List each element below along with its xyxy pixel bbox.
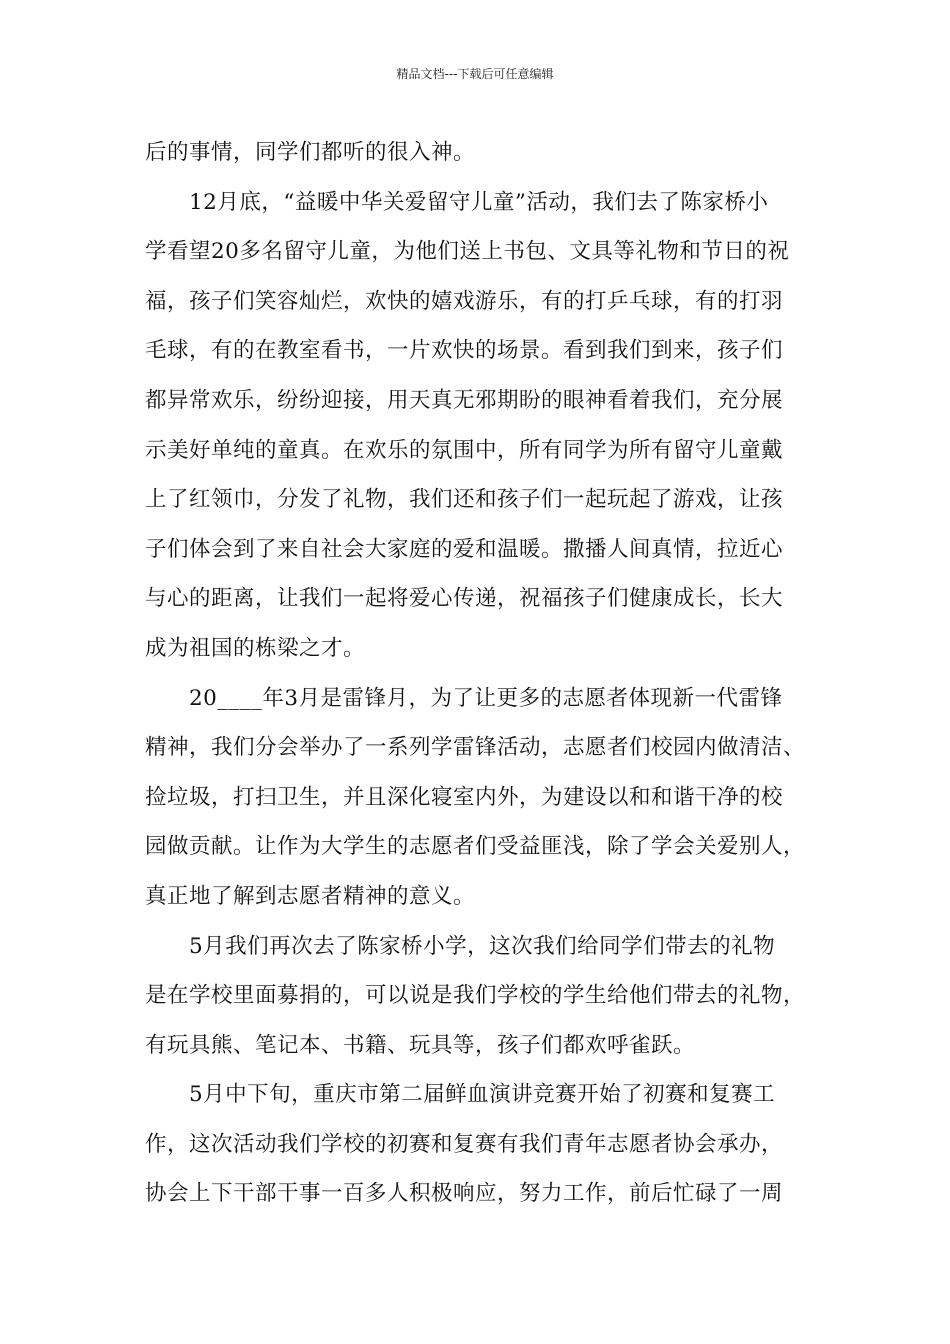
text-line: 协会上下干部干事一百多人积极响应，努力工作，前后忙碌了一周: [145, 1181, 784, 1207]
text-line: 园做贡献。让作为大学生的志愿者们受益匪浅，除了学会关爱别人，: [145, 834, 806, 860]
text-line: 作，这次活动我们学校的初赛和复赛有我们青年志愿者协会承办，: [145, 1131, 784, 1157]
body-text: [145, 128, 807, 1219]
text-line: 真正地了解到志愿者精神的意义。: [145, 883, 476, 909]
page-header: 精品文档---下载后可任意编辑: [396, 67, 554, 81]
text-line: 成为祖国的栋梁之才。: [145, 635, 366, 661]
paragraph-first-line: 5月中下旬，重庆市第二届鲜血演讲竞赛开始了初赛和复赛工: [189, 1082, 776, 1108]
text-line: 学看望20多名留守儿童，为他们送上书包、文具等礼物和节日的祝: [145, 239, 790, 265]
text-line: 上了红领巾，分发了礼物，我们还和孩子们一起玩起了游戏，让孩: [145, 487, 784, 513]
text-line: 精神，我们分会举办了一系列学雷锋活动，志愿者们校园内做清洁、: [145, 735, 806, 761]
text-line: 福，孩子们笑容灿烂，欢快的嬉戏游乐，有的打乒乓球，有的打羽: [145, 288, 784, 314]
text-line: 示美好单纯的童真。在欢乐的氛围中，所有同学为所有留守儿童戴: [145, 437, 784, 463]
text-line: 都异常欢乐，纷纷迎接，用天真无邪期盼的眼神看着我们，充分展: [145, 387, 784, 413]
paragraph-first-line: 12月底，“益暖中华关爱留守儿童”活动，我们去了陈家桥小: [189, 189, 769, 215]
text-line: 有玩具熊、笔记本、书籍、玩具等，孩子们都欢呼雀跃。: [145, 1032, 696, 1058]
paragraph-first-line: 5月我们再次去了陈家桥小学，这次我们给同学们带去的礼物: [189, 933, 776, 959]
text-line: 后的事情，同学们都听的很入神。: [145, 140, 476, 165]
paragraph-first-line: 20____年3月是雷锋月，为了让更多的志愿者体现新一代雷锋: [189, 685, 783, 711]
text-line: 子们体会到了来自社会大家庭的爱和温暖。撒播人间真情，拉近心: [145, 536, 784, 562]
text-line: 捡垃圾，打扫卫生，并且深化寝室内外，为建设以和和谐干净的校: [145, 784, 784, 810]
text-line: 与心的距离，让我们一起将爱心传递，祝福孩子们健康成长，长大: [145, 586, 784, 612]
text-line: 是在学校里面募捐的，可以说是我们学校的学生给他们带去的礼物，: [145, 983, 806, 1009]
text-line: 毛球，有的在教室看书，一片欢快的场景。看到我们到来，孩子们: [145, 338, 784, 364]
